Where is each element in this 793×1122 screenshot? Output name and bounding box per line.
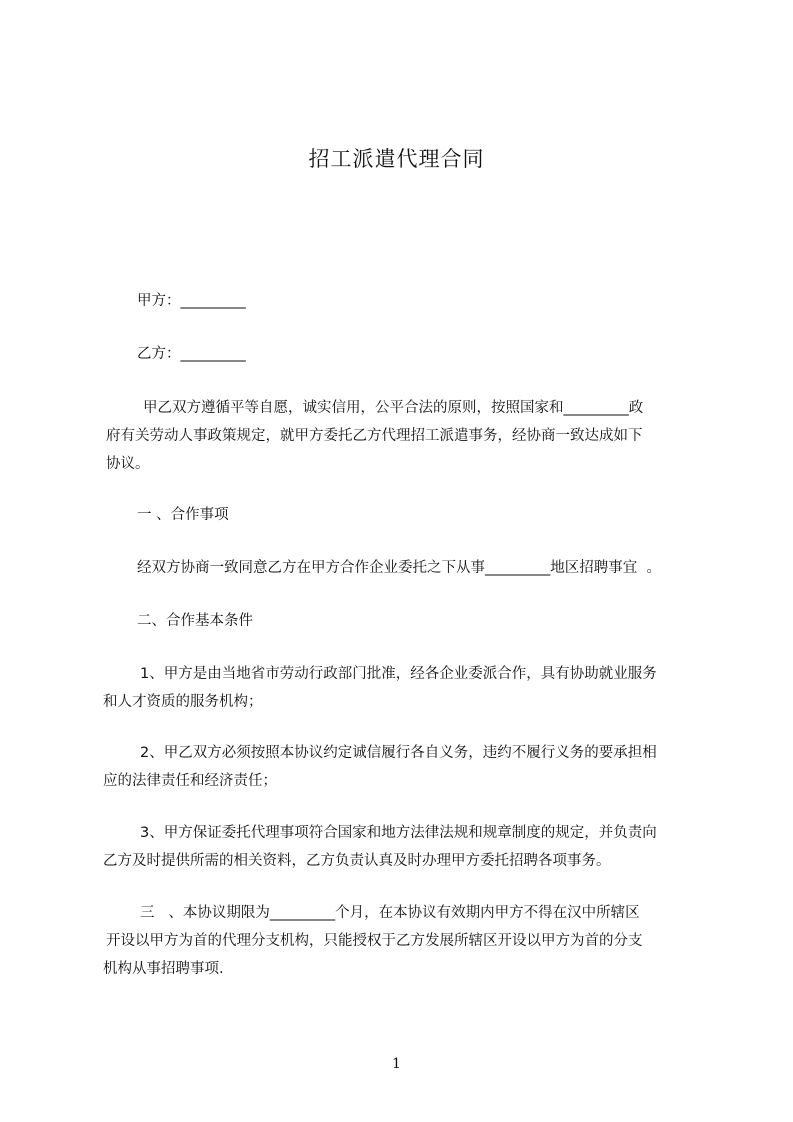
section-2-item-2-line-2: 应的法律责任和经济责任； (103, 773, 277, 789)
preamble-line-2: 府有关劳动人事政策规定，就甲方委托乙方代理招工派遣事务，经协商一致达成如下 (106, 428, 643, 444)
page-number: 1 (392, 1056, 401, 1072)
section-2-item-3-line-2: 乙方及时提供所需的相关资料，乙方负责认真及时办理甲方委托招聘各项事务。 (103, 853, 611, 869)
section-3-line-2: 开设以甲方为首的代理分支机构，只能授权于乙方发展所辖区开设以甲方为首的分支 (106, 933, 643, 949)
document-title: 招工派遣代理合同 (308, 147, 485, 171)
party-a-line: 甲方：_________ (137, 293, 246, 309)
section-2-heading: 二、合作基本条件 (137, 613, 253, 629)
party-b-line: 乙方：_________ (137, 346, 246, 362)
section-2-item-1-line-1: 1、甲方是由当地省市劳动行政部门批准，经各企业委派合作，具有协助就业服务 (140, 666, 657, 682)
section-2-item-1-line-2: 和人才资质的服务机构； (103, 694, 263, 710)
preamble-line-1: 甲乙双方遵循平等自愿，诚实信用，公平合法的原则，按照国家和_________政 (143, 400, 644, 416)
section-3-line-1: 三 、本协议期限为_________个月，在本协议有效期内甲方不得在汉中所辖区 (140, 905, 640, 921)
section-2-item-3-line-1: 3、甲方保证委托代理事项符合国家和地方法律法规和规章制度的规定，并负责向 (140, 825, 657, 841)
preamble-line-3: 协议。 (106, 456, 150, 472)
section-1-text: 经双方协商一致同意乙方在甲方合作企业委托之下从事_________地区招聘事宜 。 (137, 560, 661, 576)
section-3-line-3: 机构从事招聘事项. (103, 961, 224, 977)
section-2-item-2-line-1: 2、甲乙双方必须按照本协议约定诚信履行各自义务，违约不履行义务的要承担相 (140, 745, 657, 761)
section-1-heading: 一 、合作事项 (137, 507, 229, 523)
